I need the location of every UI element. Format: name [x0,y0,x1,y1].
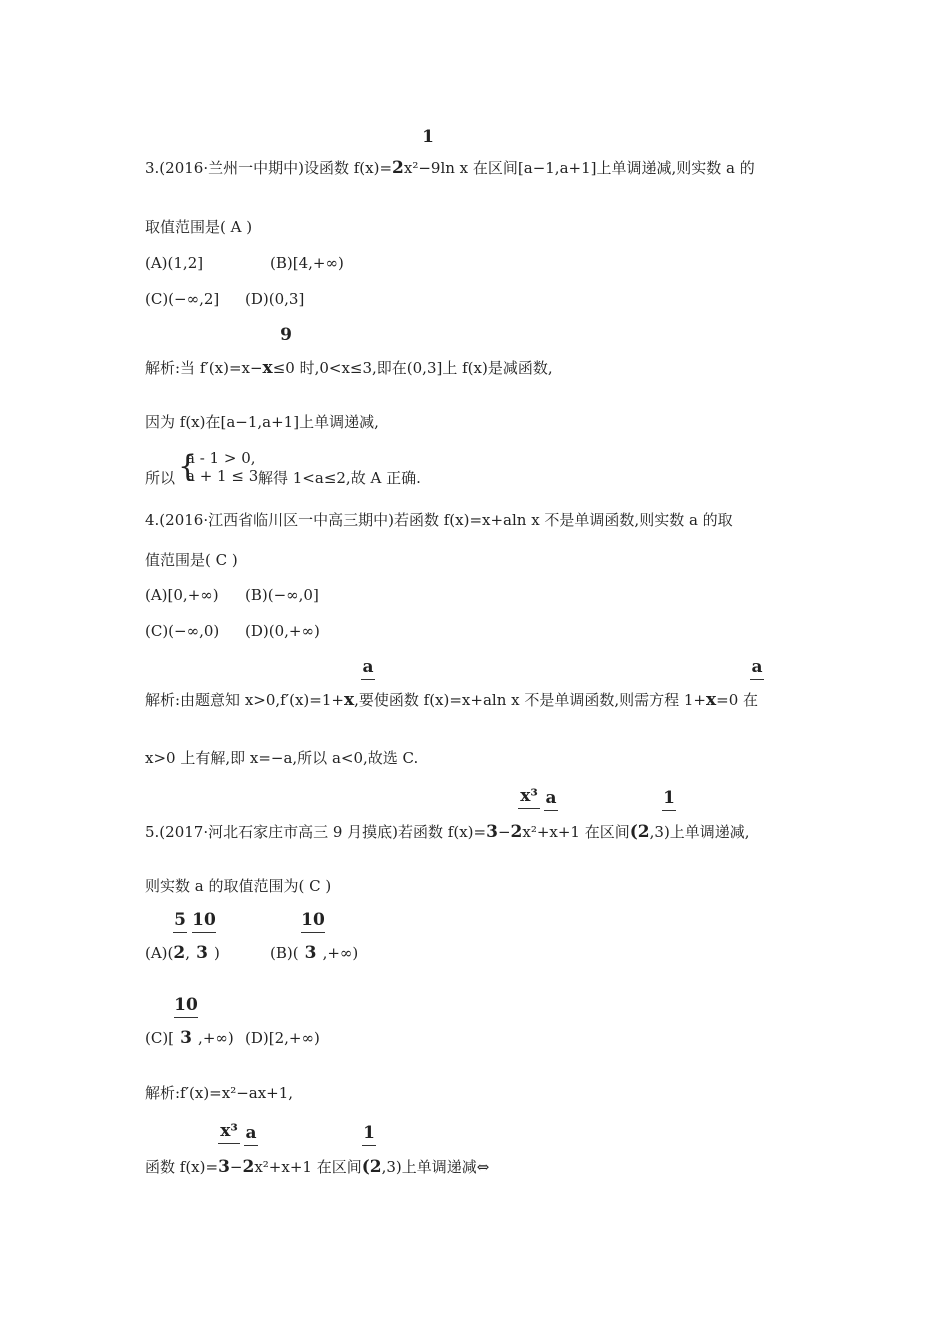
q3-stem-line1 [145,158,755,178]
fraction-numerator: 9 [280,325,292,345]
q5-solution-start: 函数 f(x)= [145,1158,219,1176]
fraction-bar [750,679,764,680]
q4-solution-start: 解析:由题意知 x>0,f′(x)=1+ [145,691,344,709]
fraction-denominator: x [262,358,273,378]
q5-stem-line2: 则实数 a 的取值范围为( C ) [145,877,332,895]
q3-solution-line1 [145,358,553,378]
fraction-denominator: x [706,690,717,710]
q3-option-c: (C)(−∞,2] [145,290,220,308]
fraction-denominator: 2 [242,1157,255,1177]
q4-fraction-1 [361,658,375,682]
fraction-bar [361,679,375,680]
q4-option-d: (D)(0,+∞) [245,622,320,640]
open-paren: ( [361,1157,370,1177]
fraction-numerator: 1 [363,1123,375,1143]
q5-stem-start: 5.(2017·河北石家庄市高三 9 月摸底)若函数 f(x)= [145,823,487,841]
q5-solution-middle: x²+x+1 在区间 [254,1158,362,1176]
option-label: (B)( [270,944,299,962]
q5-option-d: (D)[2,+∞) [245,1029,320,1047]
option-label: (A)( [145,944,174,962]
q4-option-c: (C)(−∞,0) [145,622,220,640]
fraction-bar [192,932,216,933]
fraction-bar [174,1017,198,1018]
fraction-denominator: 3 [218,1157,230,1177]
q3-option-d: (D)(0,3] [245,290,305,308]
fraction-denominator: 2 [392,158,404,178]
q4-stem-line1: 4.(2016·江西省临川区一中高三期中)若函数 f(x)=x+aln x 不是单调函数,则实数 a 的取 [145,511,733,529]
q4-solution-middle: ,要使函数 f(x)=x+aln x 不是单调函数,则需方程 1+ [354,691,707,709]
minus-sign: − [229,1158,243,1176]
q5-stem-middle: x²+x+1 在区间 [522,823,630,841]
q5-solution-end: ,3)上单调递减⇔ [381,1158,490,1176]
q4-solution-line2: x>0 上有解,即 x=−a,所以 a<0,故选 C. [145,749,419,767]
fraction-denominator: 2 [637,822,650,842]
q4-fraction-2 [750,658,764,682]
fraction-denominator: 2 [173,943,186,963]
fraction-numerator: 10 [174,995,198,1015]
q5-optC-fraction [174,996,198,1020]
system-brace: { [178,449,198,484]
q5-optA-fraction-1 [173,911,187,935]
fraction-numerator: a [751,657,763,677]
q3-fraction-half [421,128,435,146]
q5-stem-line1 [145,822,750,842]
q4-option-a: (A)[0,+∞) [145,586,219,604]
fraction-bar [218,1143,240,1144]
fraction-bar [544,810,558,811]
fraction-bar [362,1145,376,1146]
q5-fraction-half [662,789,676,813]
fraction-bar [662,810,676,811]
q5-optA-fraction-2 [192,911,216,935]
fraction-denominator: 3 [486,822,498,842]
q4-option-b: (B)(−∞,0] [245,586,319,604]
q3-option-b: (B)[4,+∞) [270,254,344,272]
fraction-denominator: 3 [196,943,208,963]
fraction-numerator: x³ [220,1121,238,1141]
q4-stem-line2: 值范围是( C ) [145,551,238,569]
q3-stem-line2: 取值范围是( A ) [145,218,253,236]
fraction-numerator: 10 [192,910,216,930]
q3-solution-start: 解析:当 f′(x)=x− [145,359,263,377]
fraction-denominator: x [343,690,355,710]
q5-fraction-x3 [518,787,540,811]
q5-sol-fraction-half [362,1124,376,1148]
q5-stem-end: ,3)上单调递减, [649,823,750,841]
q5-fraction-a [544,789,558,813]
q5-optB-fraction [301,911,325,935]
fraction-numerator: 10 [301,910,325,930]
close-paren: ) [214,944,220,962]
fraction-numerator: 1 [663,788,675,808]
q3-solution-line3-prefix: 所以 [145,469,176,487]
fraction-bar [301,932,325,933]
option-tail: ,+∞) [322,944,359,962]
q5-option-b [270,943,358,963]
fraction-bar [173,932,187,933]
fraction-numerator: a [545,788,557,808]
fraction-numerator: 5 [174,910,186,930]
q3-solution-fraction [278,326,294,344]
fraction-denominator: 2 [369,1157,382,1177]
q3-option-a: (A)(1,2] [145,254,204,272]
q5-sol-fraction-a [244,1124,258,1148]
fraction-numerator: 1 [422,127,434,147]
system-row-2: a + 1 ≤ 3 [186,467,259,485]
q3-stem-end: x²−9ln x 在区间[a−1,a+1]上单调递减,则实数 a 的 [403,159,755,177]
q5-sol-fraction-x3 [218,1122,240,1146]
q4-solution-line1 [145,690,758,710]
comma: , [185,944,191,962]
q5-option-c [145,1028,234,1048]
q3-solution-line3-suffix: 解得 1<a≤2,故 A 正确. [258,469,421,487]
system-row-1: a - 1 > 0, [186,449,256,467]
minus-sign: − [497,823,511,841]
fraction-denominator: 3 [304,943,317,963]
fraction-numerator: a [362,657,374,677]
q5-solution-line1: 解析:f′(x)=x²−ax+1, [145,1084,294,1102]
q5-option-a [145,943,220,963]
fraction-denominator: 2 [510,822,523,842]
fraction-numerator: a [245,1123,257,1143]
q5-solution-line2 [145,1157,489,1177]
option-label: (C)[ [145,1029,175,1047]
q3-solution-end: ≤0 时,0<x≤3,即在(0,3]上 f(x)是减函数, [272,359,553,377]
fraction-bar [244,1145,258,1146]
q3-stem-start: 3.(2016·兰州一中期中)设函数 f(x)= [145,159,393,177]
fraction-numerator: x³ [520,786,538,806]
q4-solution-end: =0 在 [716,691,759,709]
q3-solution-line2: 因为 f(x)在[a−1,a+1]上单调递减, [145,413,379,431]
open-paren: ( [629,822,638,842]
fraction-denominator: 3 [180,1028,192,1048]
fraction-bar [518,808,540,809]
option-tail: ,+∞) [198,1029,234,1047]
